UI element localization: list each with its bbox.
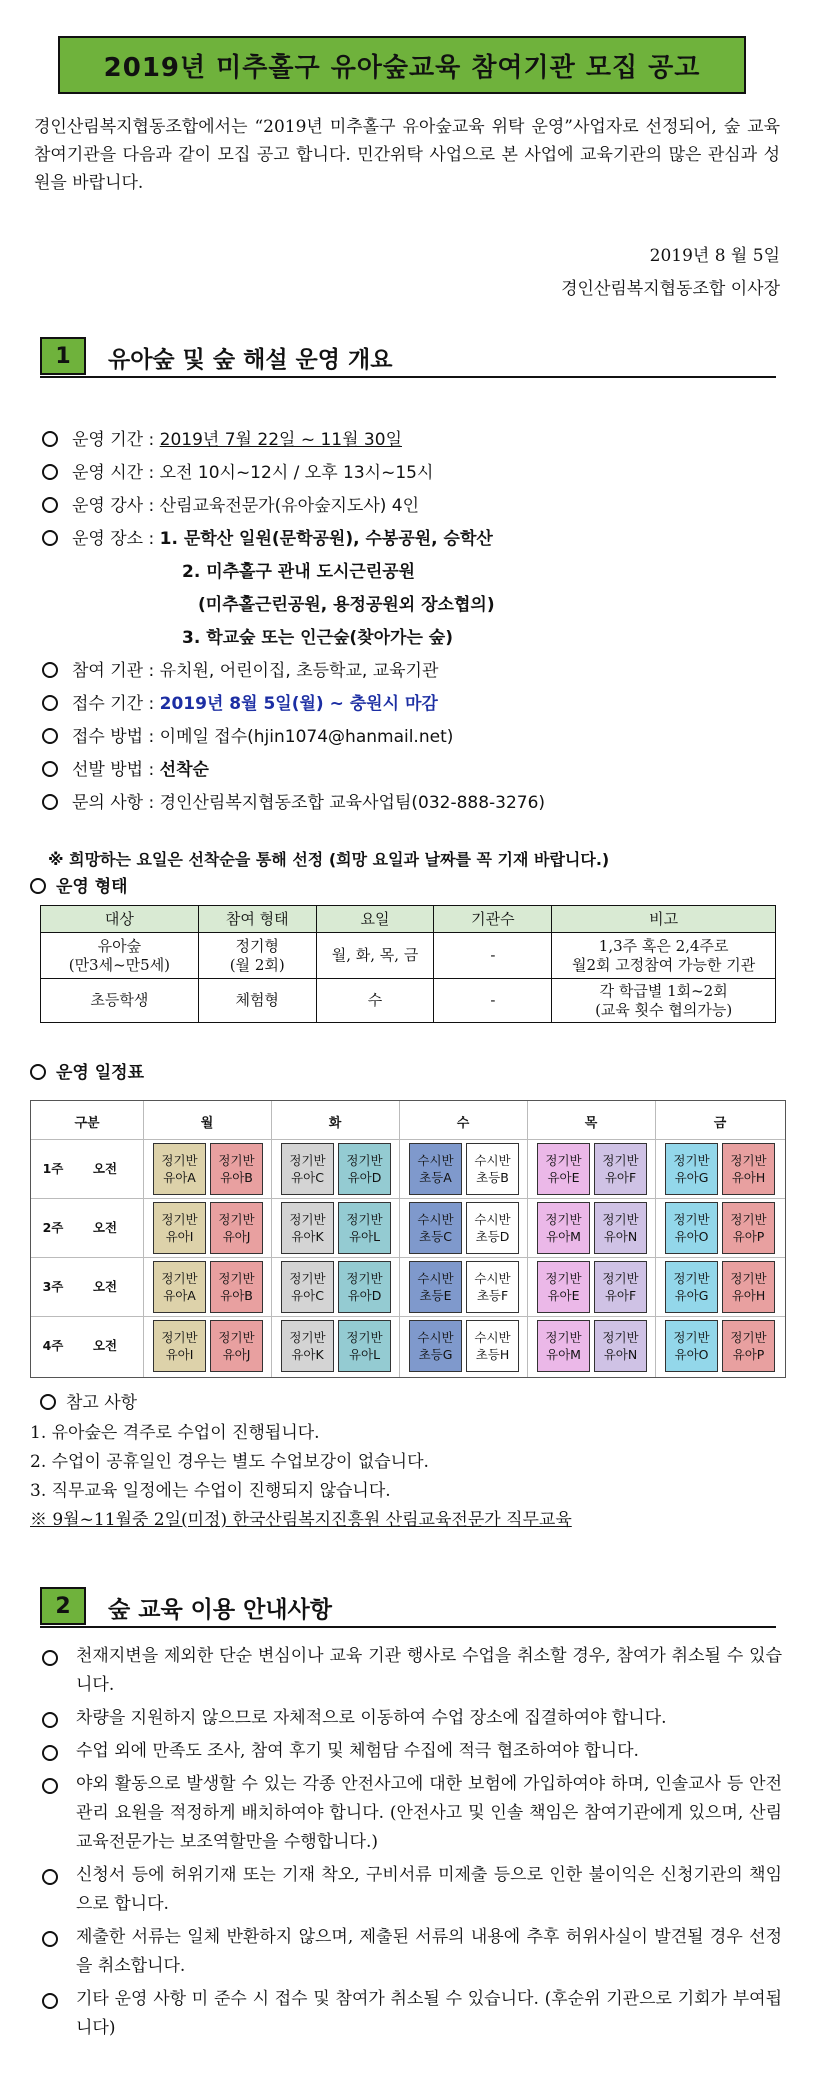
circle-bullet-icon <box>42 1993 58 2009</box>
circle-bullet-icon <box>42 1931 58 1947</box>
class-type: 수시반 <box>417 1330 454 1345</box>
schedule-cell <box>722 1202 775 1254</box>
schedule-header: 구분 <box>74 1115 100 1131</box>
guide-list <box>42 1642 782 2047</box>
table-row <box>41 979 776 1023</box>
schedule-cell <box>665 1143 718 1195</box>
schedule-cell <box>210 1202 263 1254</box>
circle-bullet-icon <box>42 1650 58 1666</box>
class-group: 유아G <box>674 1170 709 1185</box>
list-item: 운영 기간 : 2019년 7월 22일 ~ 11월 30일 <box>42 425 402 450</box>
class-type: 정기반 <box>346 1271 383 1286</box>
circle-bullet-icon <box>42 662 58 678</box>
schedule-cell <box>466 1143 519 1195</box>
schedule-cell <box>665 1261 718 1313</box>
class-type: 정기반 <box>289 1271 326 1286</box>
class-type: 정기반 <box>673 1153 710 1168</box>
schedule-cell <box>594 1261 647 1313</box>
class-type: 정기반 <box>289 1153 326 1168</box>
class-type: 정기반 <box>289 1212 326 1227</box>
schedule-grid <box>30 1100 786 1378</box>
class-group: 유아B <box>220 1170 253 1185</box>
schedule-cell <box>537 1143 590 1195</box>
class-group: 유아P <box>732 1229 765 1244</box>
class-group: 유아F <box>604 1288 637 1303</box>
schedule-cell <box>722 1143 775 1195</box>
list-item: 접수 방법 : 이메일 접수(hjin1074@hanmail.net) <box>42 722 453 747</box>
table-header: 대상 <box>41 906 199 933</box>
list-item-continuation: 3. 학교숲 또는 인근숲(찾아가는 숲) <box>182 628 453 648</box>
schedule-cell <box>594 1143 647 1195</box>
class-group: 유아A <box>163 1170 196 1185</box>
time-label: 오전 <box>92 1338 118 1353</box>
list-item: 운영 강사 : 산림교육전문가(유아숲지도사) 4인 <box>42 491 419 516</box>
schedule-cell <box>409 1202 462 1254</box>
grid-divider <box>31 1198 785 1199</box>
circle-bullet-icon <box>42 728 58 744</box>
grid-divider <box>527 1101 528 1377</box>
schedule-header: 화 <box>328 1115 342 1131</box>
schedule-header: 수 <box>456 1115 470 1131</box>
schedule-cell <box>594 1320 647 1372</box>
class-group: 초등H <box>475 1347 510 1362</box>
schedule-cell <box>665 1202 718 1254</box>
section-number: 1 <box>40 337 86 375</box>
list-item: 문의 사항 : 경인산림복지협동조합 교육사업팀(032-888-3276) <box>42 788 545 813</box>
ops-subheading: 운영 형태 <box>30 872 128 897</box>
class-group: 유아L <box>348 1347 381 1362</box>
class-type: 정기반 <box>673 1212 710 1227</box>
section-title: 유아숲 및 숲 해설 운영 개요 <box>108 347 393 373</box>
table-cell: 유아숲 (만3세~만5세) <box>41 933 199 979</box>
circle-bullet-icon <box>30 1064 46 1080</box>
list-item: 선발 방법 : 선착순 <box>42 755 209 780</box>
table-header: 참여 형태 <box>198 906 316 933</box>
class-group: 유아J <box>222 1347 251 1362</box>
class-type: 정기반 <box>161 1330 198 1345</box>
list-item: 제출한 서류는 일체 반환하지 않으며, 제출된 서류의 내용에 추후 허위사실이 발견될 경우 선정을 취소합니다. <box>42 1923 782 1981</box>
schedule-cell <box>281 1261 334 1313</box>
schedule-cell <box>722 1320 775 1372</box>
table-header: 기관수 <box>434 906 552 933</box>
class-type: 정기반 <box>346 1330 383 1345</box>
list-item: 운영 시간 : 오전 10시~12시 / 오후 13시~15시 <box>42 458 433 483</box>
class-group: 초등A <box>419 1170 452 1185</box>
circle-bullet-icon <box>42 1869 58 1885</box>
class-group: 유아O <box>674 1229 709 1244</box>
class-type: 수시반 <box>474 1330 511 1345</box>
class-type: 수시반 <box>474 1271 511 1286</box>
section-2-header <box>40 1587 776 1625</box>
schedule-cell <box>153 1202 206 1254</box>
time-label: 오전 <box>92 1279 118 1294</box>
class-type: 정기반 <box>218 1212 255 1227</box>
class-type: 정기반 <box>161 1212 198 1227</box>
class-type: 정기반 <box>602 1153 639 1168</box>
schedule-cell <box>281 1320 334 1372</box>
schedule-cell <box>210 1261 263 1313</box>
schedule-cell <box>338 1320 391 1372</box>
schedule-cell <box>281 1202 334 1254</box>
class-type: 정기반 <box>545 1330 582 1345</box>
list-item-continuation: 2. 미추홀구 관내 도시근린공원 <box>182 562 416 582</box>
schedule-cell <box>722 1261 775 1313</box>
list-item: 신청서 등에 허위기재 또는 기재 착오, 구비서류 미제출 등으로 인한 불이익은 신청기관의 책임으로 합니다. <box>42 1861 782 1919</box>
section-title: 숲 교육 이용 안내사항 <box>108 1597 332 1623</box>
week-label: 2주 <box>42 1220 64 1235</box>
table-cell: - <box>434 933 552 979</box>
schedule-cell <box>665 1320 718 1372</box>
circle-bullet-icon <box>42 464 58 480</box>
class-group: 초등C <box>419 1229 452 1244</box>
circle-bullet-icon <box>42 530 58 546</box>
class-type: 정기반 <box>730 1153 767 1168</box>
class-group: 유아N <box>603 1347 638 1362</box>
grid-divider <box>143 1101 144 1377</box>
schedule-cell <box>466 1320 519 1372</box>
list-item-continuation: (미추홀근린공원, 용정공원외 장소협의) <box>198 595 495 615</box>
list-item: 참여 기관 : 유치원, 어린이집, 초등학교, 교육기관 <box>42 656 438 681</box>
class-type: 수시반 <box>417 1212 454 1227</box>
ops-table <box>40 905 776 1023</box>
class-group: 유아I <box>165 1229 194 1244</box>
class-group: 유아C <box>291 1288 324 1303</box>
class-group: 유아F <box>604 1170 637 1185</box>
class-group: 유아J <box>222 1229 251 1244</box>
reference-item: 1. 유아숲은 격주로 수업이 진행됩니다. <box>30 1423 320 1443</box>
list-item: 기타 운영 사항 미 준수 시 접수 및 참여가 취소될 수 있습니다. (후순위 기관으로 기회가 부여됩니다) <box>42 1985 782 2043</box>
class-type: 정기반 <box>218 1153 255 1168</box>
list-item: 차량을 지원하지 않으므로 자체적으로 이동하여 수업 장소에 집결하여야 합니다. <box>42 1704 782 1733</box>
schedule-cell <box>537 1261 590 1313</box>
schedule-subheading: 운영 일정표 <box>30 1058 144 1083</box>
class-group: 유아B <box>220 1288 253 1303</box>
schedule-cell <box>409 1320 462 1372</box>
time-label: 오전 <box>92 1220 118 1235</box>
class-group: 유아G <box>674 1288 709 1303</box>
list-item: 운영 장소 : 1. 문학산 일원(문학공원), 수봉공원, 승학산 <box>42 524 493 549</box>
class-group: 유아D <box>347 1170 382 1185</box>
class-type: 정기반 <box>161 1153 198 1168</box>
schedule-cell <box>153 1143 206 1195</box>
intro-paragraph: 경인산림복지협동조합에서는 “2019년 미추홀구 유아숲교육 위탁 운영”사업자로 선정되어, 숲 교육 참여기관을 다음과 같이 모집 공고 합니다. 민간위탁 사업으로 본 사업에 교육기관의 많은 관심과 성원을 바랍니다. <box>34 117 780 193</box>
class-type: 정기반 <box>730 1330 767 1345</box>
class-group: 유아A <box>163 1288 196 1303</box>
circle-bullet-icon <box>40 1394 56 1410</box>
class-group: 유아H <box>731 1288 766 1303</box>
reference-note: ※ 9월~11월중 2일(미정) 한국산림복지진흥원 산림교육전문가 직무교육 <box>30 1510 572 1530</box>
class-group: 유아M <box>546 1347 581 1362</box>
schedule-cell <box>466 1202 519 1254</box>
class-group: 유아K <box>291 1347 324 1362</box>
class-group: 초등D <box>475 1229 510 1244</box>
class-type: 정기반 <box>602 1330 639 1345</box>
table-cell: 정기형 (월 2회) <box>198 933 316 979</box>
circle-bullet-icon <box>30 878 46 894</box>
class-type: 수시반 <box>417 1271 454 1286</box>
class-type: 정기반 <box>545 1271 582 1286</box>
table-cell: 체험형 <box>198 979 316 1023</box>
schedule-cell <box>466 1261 519 1313</box>
class-group: 초등E <box>419 1288 452 1303</box>
schedule-cell <box>537 1202 590 1254</box>
class-type: 정기반 <box>545 1153 582 1168</box>
schedule-cell <box>210 1320 263 1372</box>
section-divider <box>40 1626 776 1628</box>
table-header: 비고 <box>552 906 776 933</box>
class-type: 정기반 <box>218 1271 255 1286</box>
table-header-row <box>41 906 776 933</box>
class-group: 유아M <box>546 1229 581 1244</box>
grid-divider <box>31 1316 785 1317</box>
list-item: 천재지변을 제외한 단순 변심이나 교육 기관 행사로 수업을 취소할 경우, 참여가 취소될 수 있습니다. <box>42 1642 782 1700</box>
circle-bullet-icon <box>42 1712 58 1728</box>
circle-bullet-icon <box>42 497 58 513</box>
reference-item: 2. 수업이 공휴일인 경우는 별도 수업보강이 없습니다. <box>30 1452 429 1472</box>
class-type: 정기반 <box>218 1330 255 1345</box>
class-group: 유아C <box>291 1170 324 1185</box>
circle-bullet-icon <box>42 431 58 447</box>
schedule-cell <box>338 1143 391 1195</box>
class-group: 유아D <box>347 1288 382 1303</box>
grid-divider <box>399 1101 400 1377</box>
class-group: 초등F <box>476 1288 509 1303</box>
class-group: 유아P <box>732 1347 765 1362</box>
class-group: 유아L <box>348 1229 381 1244</box>
schedule-header: 금 <box>713 1115 727 1131</box>
schedule-header: 목 <box>584 1115 598 1131</box>
schedule-cell <box>338 1261 391 1313</box>
schedule-cell <box>409 1261 462 1313</box>
class-type: 정기반 <box>602 1271 639 1286</box>
list-item: 접수 기간 : 2019년 8월 5일(월) ~ 충원시 마감 <box>42 689 438 714</box>
schedule-header: 월 <box>200 1115 214 1131</box>
table-row <box>41 933 776 979</box>
reference-subheading: 참고 사항 <box>40 1388 137 1413</box>
schedule-cell <box>594 1202 647 1254</box>
circle-bullet-icon <box>42 1778 58 1794</box>
class-group: 유아O <box>674 1347 709 1362</box>
class-type: 정기반 <box>346 1153 383 1168</box>
table-header: 요일 <box>316 906 434 933</box>
class-type: 수시반 <box>417 1153 454 1168</box>
circle-bullet-icon <box>42 1745 58 1761</box>
table-cell: 1,3주 혹은 2,4주로 월2회 고정참여 가능한 기관 <box>552 933 776 979</box>
class-group: 유아E <box>547 1170 580 1185</box>
class-group: 초등G <box>418 1347 453 1362</box>
class-type: 수시반 <box>474 1153 511 1168</box>
class-group: 유아K <box>291 1229 324 1244</box>
table-cell: - <box>434 979 552 1023</box>
issue-date: 2019년 8 월 5일 <box>649 246 780 266</box>
class-group: 유아N <box>603 1229 638 1244</box>
section-number: 2 <box>40 1587 86 1625</box>
issue-info <box>561 240 780 306</box>
class-type: 수시반 <box>474 1212 511 1227</box>
class-type: 정기반 <box>289 1330 326 1345</box>
grid-divider <box>31 1139 785 1140</box>
schedule-cell <box>153 1320 206 1372</box>
week-label: 1주 <box>42 1161 64 1176</box>
table-cell: 각 학급별 1회~2회 (교육 횟수 협의가능) <box>552 979 776 1023</box>
schedule-cell <box>153 1261 206 1313</box>
table-cell: 초등학생 <box>41 979 199 1023</box>
list-item: 수업 외에 만족도 조사, 참여 후기 및 체험담 수집에 적극 협조하여야 합니다. <box>42 1737 782 1766</box>
class-type: 정기반 <box>730 1212 767 1227</box>
class-type: 정기반 <box>673 1271 710 1286</box>
grid-divider <box>655 1101 656 1377</box>
class-group: 유아I <box>165 1347 194 1362</box>
circle-bullet-icon <box>42 794 58 810</box>
week-label: 3주 <box>42 1279 64 1294</box>
selection-note: ※ 희망하는 요일은 선착순을 통해 선정 (희망 요일과 날짜를 꼭 기재 바랍니다.) <box>48 850 610 869</box>
schedule-cell <box>210 1143 263 1195</box>
grid-divider <box>31 1257 785 1258</box>
class-type: 정기반 <box>602 1212 639 1227</box>
class-type: 정기반 <box>346 1212 383 1227</box>
table-cell: 월, 화, 목, 금 <box>316 933 434 979</box>
grid-divider <box>271 1101 272 1377</box>
class-group: 초등B <box>476 1170 509 1185</box>
list-item: 야외 활동으로 발생할 수 있는 각종 안전사고에 대한 보험에 가입하여야 하며, 인솔교사 등 안전관리 요원을 적정하게 배치하여야 합니다. (안전사고 및 인솔 책임은 참여기관에게 있으며, 산림교육전문가는 보조역할만을 수행합니다.) <box>42 1770 782 1857</box>
section-1-header <box>40 337 776 375</box>
week-label: 4주 <box>42 1338 64 1353</box>
circle-bullet-icon <box>42 761 58 777</box>
class-type: 정기반 <box>730 1271 767 1286</box>
time-label: 오전 <box>92 1161 118 1176</box>
page-title: 2019년 미추홀구 유아숲교육 참여기관 모집 공고 <box>58 36 746 94</box>
schedule-cell <box>537 1320 590 1372</box>
class-group: 유아E <box>547 1288 580 1303</box>
reference-item: 3. 직무교육 일정에는 수업이 진행되지 않습니다. <box>30 1481 391 1501</box>
schedule-cell <box>338 1202 391 1254</box>
circle-bullet-icon <box>42 695 58 711</box>
class-type: 정기반 <box>161 1271 198 1286</box>
schedule-cell <box>281 1143 334 1195</box>
schedule-cell <box>409 1143 462 1195</box>
section-divider <box>40 376 776 378</box>
class-type: 정기반 <box>545 1212 582 1227</box>
table-cell: 수 <box>316 979 434 1023</box>
class-type: 정기반 <box>673 1330 710 1345</box>
issuer: 경인산림복지협동조합 이사장 <box>561 279 780 299</box>
class-group: 유아H <box>731 1170 766 1185</box>
